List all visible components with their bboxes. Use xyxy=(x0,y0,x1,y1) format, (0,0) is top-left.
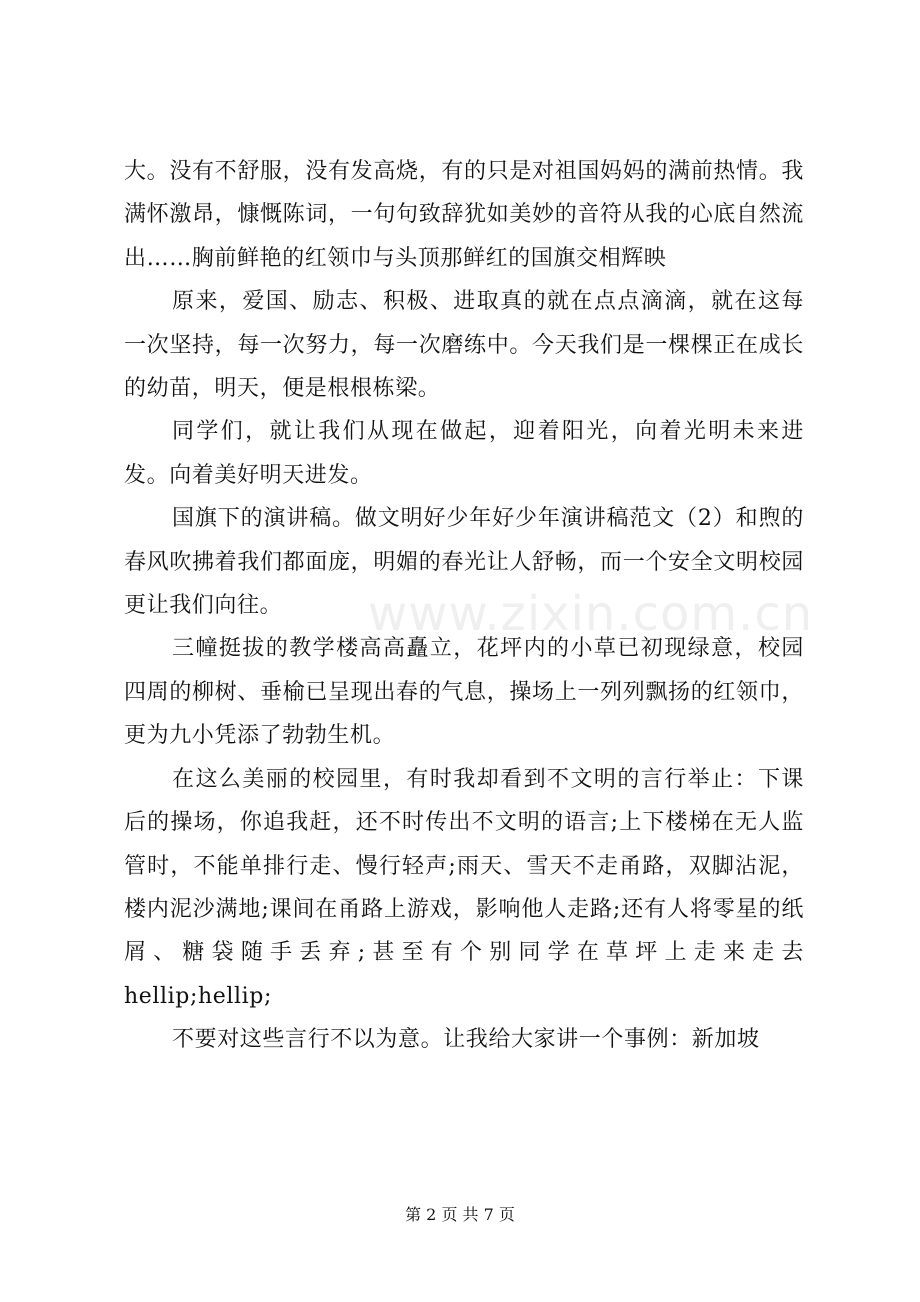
paragraph-7: 不要对这些言行不以为意。让我给大家讲一个事例：新加坡 xyxy=(172,1027,760,1053)
paragraph-6: 在这么美丽的校园里，有时我却看到不文明的言行举止：下课后的操场，你追我赶，还不时传出不文明的语言;上下楼梯在无人监管时，不能单排行走、慢行轻声;雨天、雪天不走甬路，双脚沾泥，楼内泥沙满地;课间在甬路上游戏，影响他人走路;还有人将零星的纸屑、糖袋随手丢弃;甚至有个别同学在草坪上走来走去 hellip;hellip; xyxy=(124,766,804,1009)
paragraph-5: 三幢挺拔的教学楼高高矗立，花坪内的小草已初现绿意，校园四周的柳树、垂榆已呈现出春的气息，操场上一列列飘扬的红领巾，更为九小凭添了勃勃生机。 xyxy=(124,636,804,749)
paragraph-3: 同学们，就让我们从现在做起，迎着阳光，向着光明未来进发。向着美好明天进发。 xyxy=(124,419,804,488)
watermark: www.zixin.com.cn xyxy=(368,586,814,642)
paragraph-4: 国旗下的演讲稿。做文明好少年好少年演讲稿范文（2）和煦的春风吹拂着我们都面庞，明媚的春光让人舒畅，而一个安全文明校园更让我们向往。 xyxy=(124,506,804,619)
body-text xyxy=(124,150,804,1062)
page-number-footer: 第 2 页 共 7 页 xyxy=(405,1205,515,1224)
paragraph-1: 大。没有不舒服，没有发高烧，有的只是对祖国妈妈的满前热情。我满怀激昂，慷慨陈词，一句句致辞犹如美妙的音符从我的心底自然流出……胸前鲜艳的红领巾与头顶那鲜红的国旗交相辉映 xyxy=(124,159,804,271)
paragraph-2: 原来，爱国、励志、积极、进取真的就在点点滴滴，就在这每一次坚持，每一次努力，每一次磨练中。今天我们是一棵棵正在成长的幼苗，明天，便是根根栋梁。 xyxy=(124,289,804,402)
